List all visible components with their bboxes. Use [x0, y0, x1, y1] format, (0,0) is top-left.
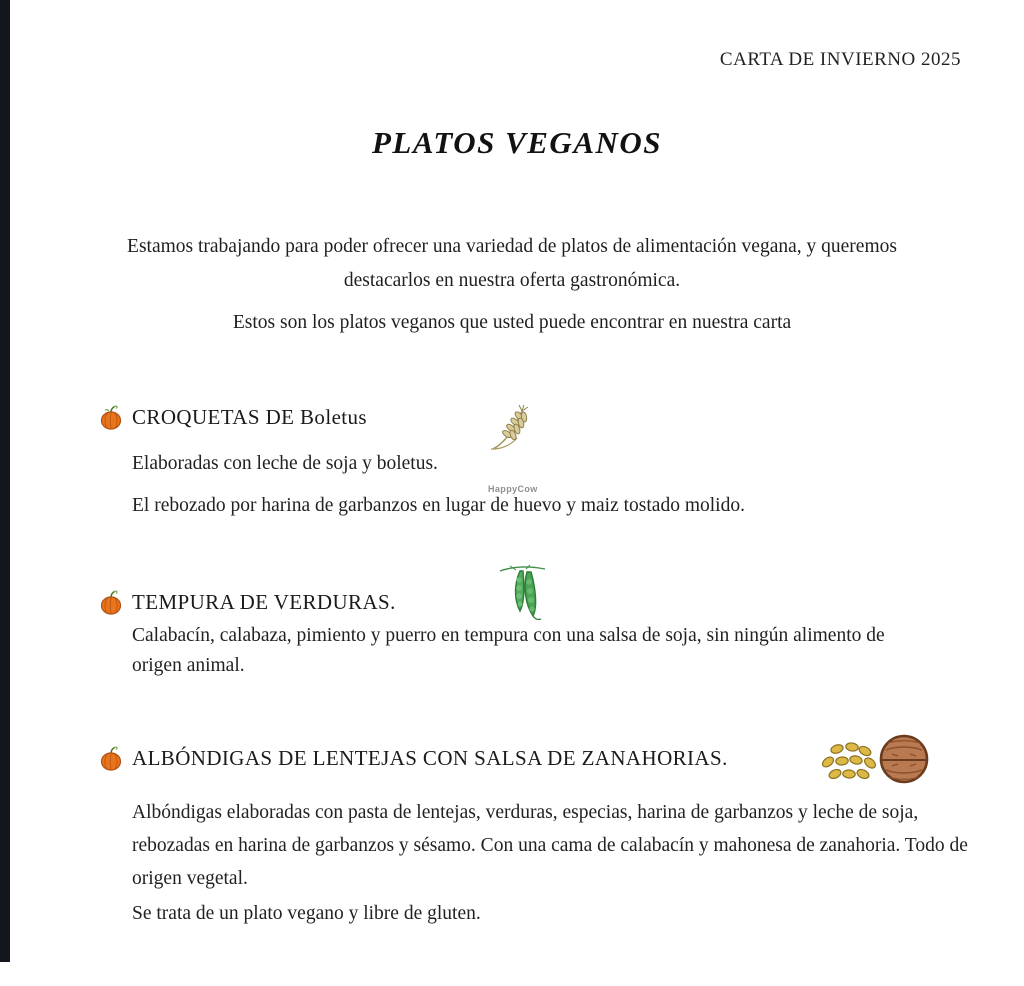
menu-item-description: Albóndigas elaboradas con pasta de lentejas, verduras, especias, harina de garbanzos y leche de soja, rebozadas en harina de garbanzos y sésamo. Con una cama de calabacín y mahonesa de zanahoria. Todo de origen vegetal. — [132, 802, 968, 889]
pumpkin-icon — [99, 589, 123, 615]
menu-item-description: Calabacín, calabaza, pimiento y puerro en tempura con una salsa de soja, sin ningún alimento de origen animal. — [132, 625, 885, 676]
intro-subtitle: Estos son los platos veganos que usted puede encontrar en nuestra carta — [232, 312, 792, 333]
menu-item-description: Se trata de un plato vegano y libre de gluten. — [132, 903, 481, 924]
pumpkin-icon — [99, 745, 123, 771]
scan-edge-strip — [0, 0, 10, 962]
menu-item-title: CROQUETAS DE Boletus — [132, 404, 367, 429]
happycow-watermark: HappyCow — [488, 484, 538, 494]
menu-item-albondigas — [99, 745, 728, 771]
wheat-icon — [486, 404, 536, 457]
intro-paragraph: Estamos trabajando para poder ofrecer una variedad de platos de alimentación vegana, y queremos destacarlos en nuestra oferta gastronómica. — [127, 236, 897, 291]
pea-pods-icon — [496, 564, 548, 629]
menu-item-croquetas — [99, 404, 367, 430]
doc-header: CARTA DE INVIERNO 2025 — [719, 49, 961, 70]
menu-item-title: ALBÓNDIGAS DE LENTEJAS CON SALSA DE ZANAHORIAS. — [132, 745, 728, 770]
menu-item-title: TEMPURA DE VERDURAS. — [132, 589, 396, 614]
walnut-icon — [878, 733, 930, 790]
menu-item-tempura — [99, 589, 396, 615]
menu-item-description: El rebozado por harina de garbanzos en lugar de huevo y maiz tostado molido. — [132, 495, 745, 516]
menu-item-description: Elaboradas con leche de soja y boletus. — [132, 453, 438, 474]
page-title: PLATOS VEGANOS — [371, 125, 663, 160]
pumpkin-icon — [99, 404, 123, 430]
sesame-seeds-icon — [820, 740, 878, 793]
